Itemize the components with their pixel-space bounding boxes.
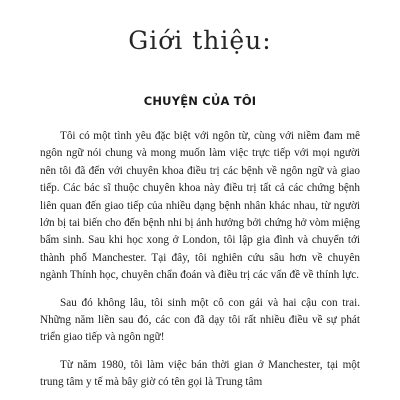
paragraph-3: Từ năm 1980, tôi làm việc bán thời gian ở Manchester, tại một trung tâm y tế mà bây giờ có tên gọi là Trung tâm — [40, 358, 360, 389]
body-text — [40, 128, 360, 400]
paragraph-2: Sau đó không lâu, tôi sinh một cô con gái và hai cậu con trai. Những năm liền sau đó, các con đã dạy tôi rất nhiều điều về sự phát triển giao tiếp và ngôn ngữ! — [40, 296, 360, 344]
section-heading: CHUYỆN CỦA TÔI — [143, 94, 257, 108]
chapter-title: Giới thiệu: — [128, 26, 272, 55]
paragraph-1: Tôi có một tình yêu đặc biệt với ngôn từ, cùng với niềm đam mê ngôn ngữ nói chung và mong muốn làm việc trực tiếp với mọi người nên tôi đã đến với chuyên khoa điều trị các bệnh về ngôn ngữ và giao tiếp. Các bác sĩ thuộc chuyên khoa này điều trị tất cả các chứng bệnh liên quan đến giao tiếp của nhiều dạng bệnh nhân khác nhau, từ người lớn bị tai biến cho đến bệnh nhi bị ảnh hưởng bởi chứng hở vòm miệng bẩm sinh. Sau khi học xong ở London, tôi lập gia đình và chuyển tới thành phố Manchester. Tại đây, tôi nghiên cứu sâu hơn về chuyên ngành Thính học, chuyên chẩn đoán và điều trị các vấn đề về thính lực. — [40, 130, 360, 282]
